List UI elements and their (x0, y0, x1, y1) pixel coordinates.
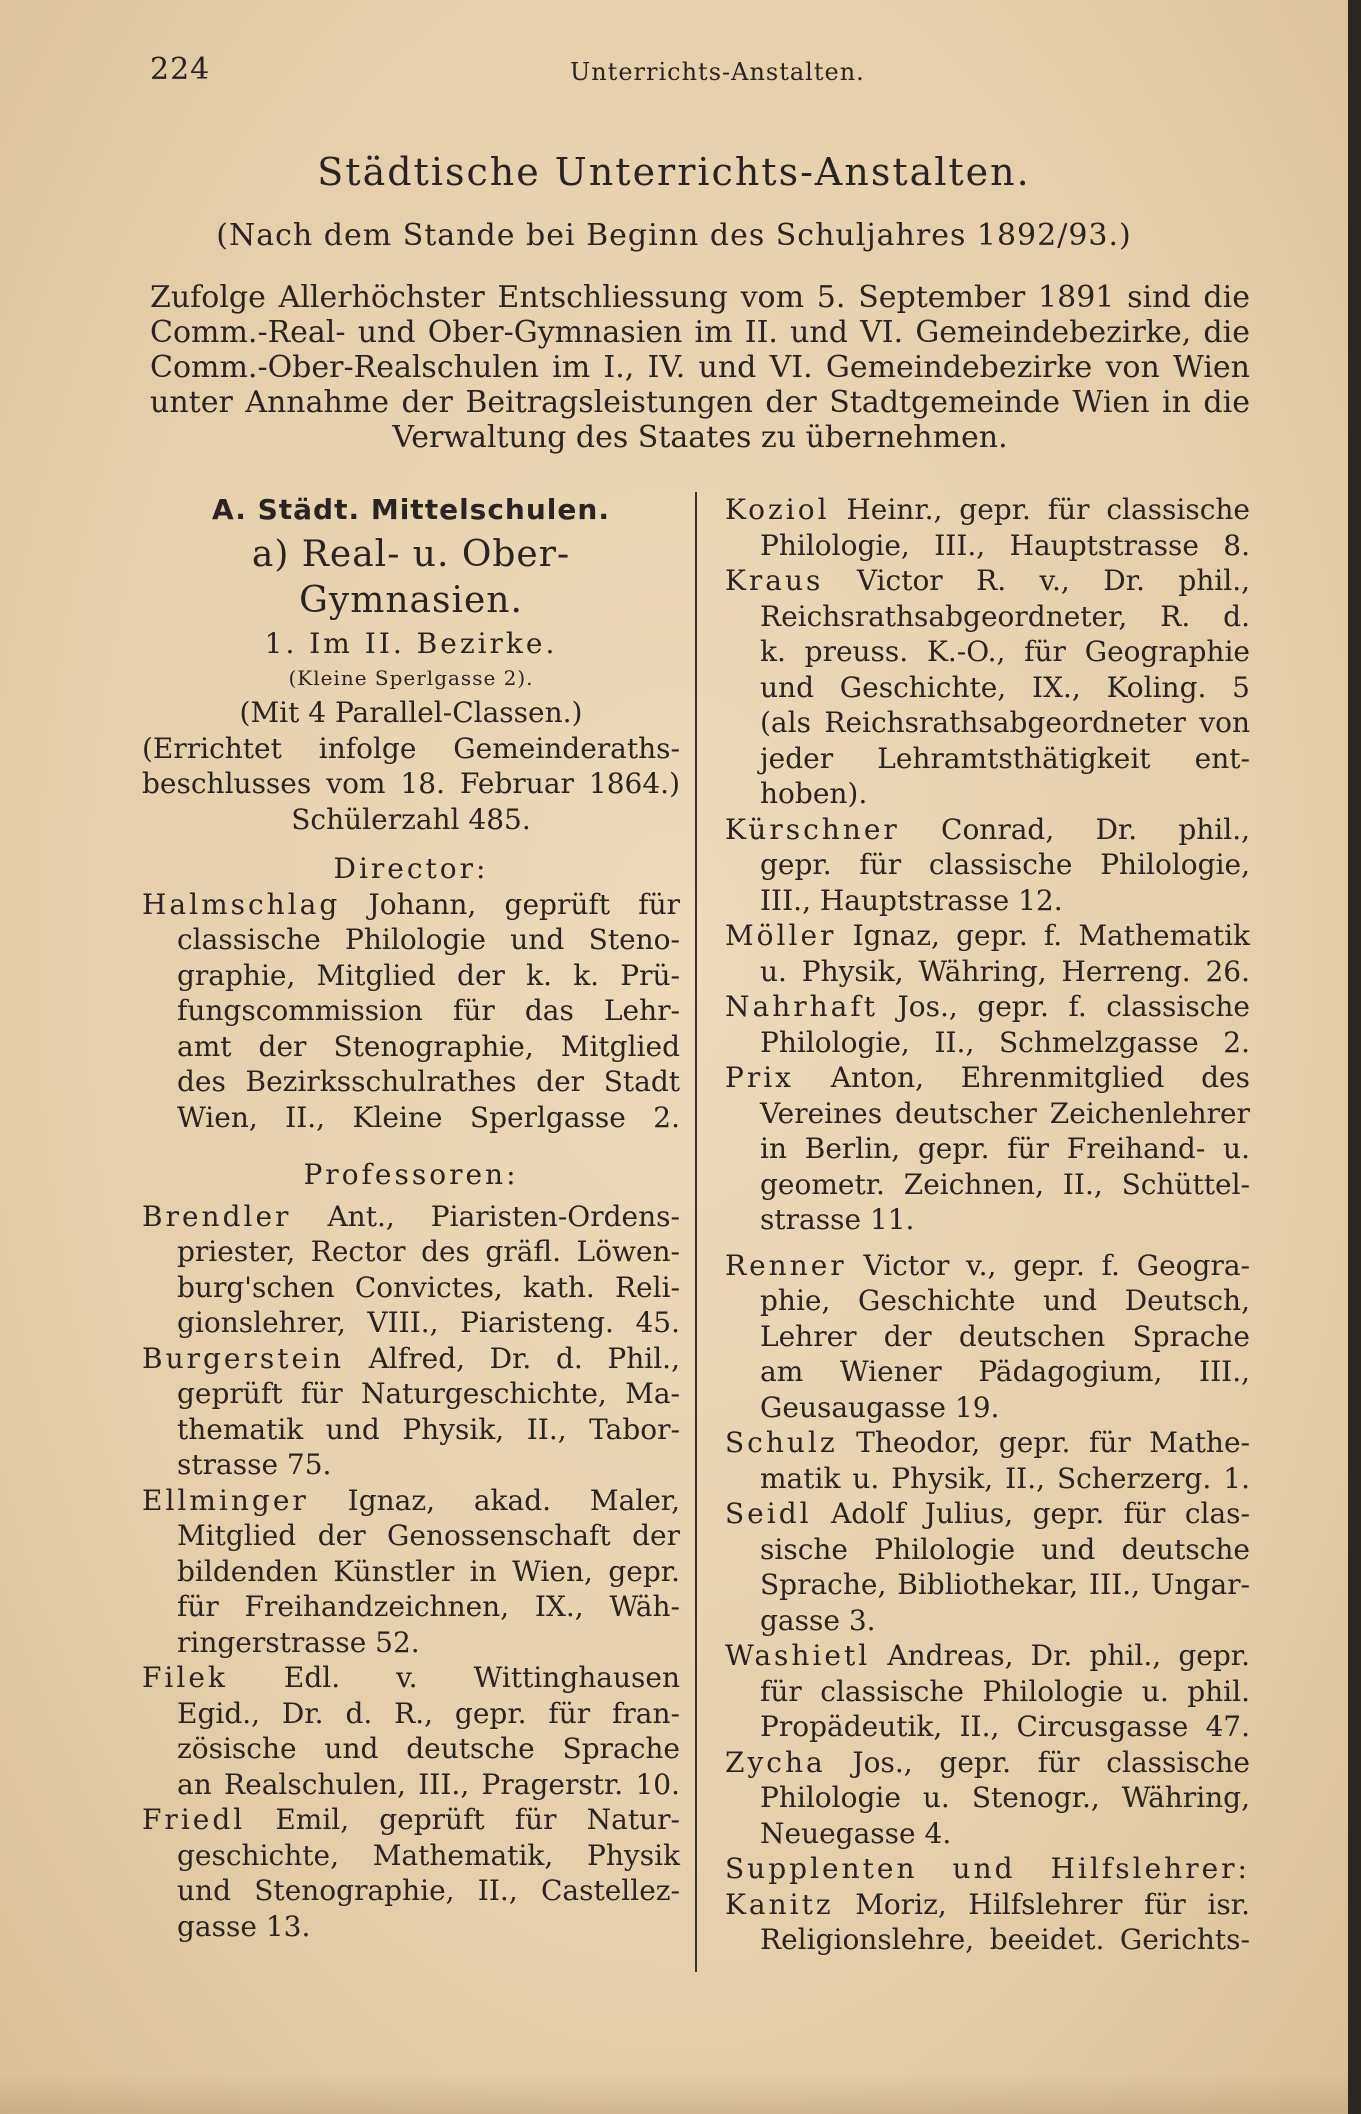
entry-name: Koziol (725, 493, 830, 526)
entry-line: Philologie, II., Schmelzgasse 2. (760, 1025, 1250, 1059)
entry-line: strasse 11. (760, 1203, 915, 1236)
entry-line: Religionslehre, beeidet. Gerichts- (760, 1923, 1250, 1956)
entry-line: zösische und deutsche Sprache (177, 1732, 680, 1765)
entry-line: am Wiener Pädagogium, III., (760, 1355, 1250, 1388)
professor-entry (725, 1248, 1250, 1426)
entry-line: Prix Anton, Ehrenmitglied des (725, 1061, 1250, 1094)
entry-name: Ellminger (142, 1483, 309, 1517)
entry-line: für Freihandzeichnen, IX., Wäh- (177, 1590, 680, 1623)
district-heading: 1. Im II. Bezirke. (264, 626, 558, 660)
entry-line: für classische Philologie u. phil. (760, 1674, 1250, 1708)
entry-name: Schulz (725, 1426, 838, 1459)
professor-entry (725, 1425, 1250, 1496)
intro-paragraph (150, 280, 1250, 455)
parallel-classes: (Mit 4 Parallel-Classen.) (239, 696, 583, 729)
left-column (142, 492, 680, 1944)
entry-line: gasse 3. (760, 1603, 876, 1637)
entry-line: Seidl Adolf Julius, gepr. für clas- (725, 1497, 1250, 1530)
entry-line: jeder Lehramtsthätigkeit ent- (760, 741, 1250, 775)
entry-name: Kraus (725, 564, 824, 597)
column-divider (695, 492, 697, 1972)
entry-line: Kraus Victor R. v., Dr. phil., (725, 564, 1250, 597)
entry-line: classische Philologie und Steno- (177, 923, 680, 956)
entry-line: strasse 75. (177, 1448, 332, 1481)
entry-line: (als Reichsrathsabgeordneter von (760, 706, 1250, 739)
entry-line: phie, Geschichte und Deutsch, (760, 1284, 1250, 1317)
entry-line: Koziol Heinr., gepr. für classische (725, 493, 1250, 526)
entry-line: Kürschner Conrad, Dr. phil., (725, 812, 1250, 846)
entry-line: und Stenographie, II., Castellez- (177, 1874, 680, 1907)
entry-line: in Berlin, gepr. für Freihand- u. (760, 1132, 1250, 1165)
entry-line: gionslehrer, VIII., Piaristeng. 45. (177, 1306, 680, 1339)
professor-entry (725, 1496, 1250, 1638)
entry-line: k. preuss. K.-O., für Geographie (760, 635, 1250, 668)
entry-line: III., Hauptstrasse 12. (760, 883, 1063, 917)
entry-line: Ellminger Ignaz, akad. Maler, (142, 1483, 680, 1517)
entry-line: geometr. Zeichnen, II., Schüttel- (760, 1167, 1250, 1201)
entry-name: Seidl (725, 1497, 812, 1530)
entry-line: Lehrer der deutschen Sprache (760, 1319, 1250, 1353)
professor-entry (725, 1638, 1250, 1745)
intro-line: Comm.-Ober-Realschulen im I., IV. und VI. Gemeindebezirke von Wien (150, 350, 1250, 385)
entry-line: Burgerstein Alfred, Dr. d. Phil., (142, 1341, 680, 1375)
professor-entry (142, 1341, 680, 1483)
entry-name: Kanitz (725, 1887, 834, 1921)
entry-line: Philologie u. Stenogr., Währing, (760, 1781, 1250, 1814)
address-note: (Kleine Sperlgasse 2). (288, 666, 534, 690)
entry-line: burg'schen Convictes, kath. Reli- (177, 1270, 680, 1304)
page-number: 224 (150, 52, 211, 87)
entry-line: Geusaugasse 19. (760, 1390, 1000, 1424)
right-column (725, 492, 1250, 1958)
supplementary-entry (725, 1887, 1250, 1958)
professors-label: Professoren: (303, 1158, 519, 1191)
running-header (150, 52, 1250, 102)
entry-name: Nahrhaft (725, 990, 878, 1023)
intro-line: Comm.-Real- und Ober-Gymnasien im II. und VI. Gemeindebezirke, die (150, 315, 1250, 350)
entry-line: Neuegasse 4. (760, 1816, 952, 1850)
student-count: Schülerzahl 485. (291, 802, 531, 836)
entry-line: thematik und Physik, II., Tabor- (177, 1412, 680, 1446)
entry-line: priester, Rector des gräfl. Löwen- (177, 1235, 680, 1268)
professor-entry (725, 989, 1250, 1060)
entry-line: Möller Ignaz, gepr. f. Mathematik (725, 919, 1250, 952)
professor-entry (142, 1483, 680, 1661)
entry-line: Kanitz Moriz, Hilfslehrer für isr. (725, 1887, 1250, 1921)
page-subtitle: (Nach dem Stande bei Beginn des Schuljahres 1892/93.) (216, 218, 1132, 253)
entry-line: amt der Stenographie, Mitglied (177, 1029, 680, 1063)
director-label: Director: (333, 852, 489, 885)
professor-entry (725, 812, 1250, 919)
page-title: Städtische Unterrichts-Anstalten. (317, 150, 1031, 194)
entry-line: u. Physik, Währing, Herreng. 26. (760, 954, 1250, 988)
professor-entry (725, 492, 1250, 563)
established-line: beschlusses vom 18. Februar 1864.) (142, 767, 680, 800)
entry-line: Washietl Andreas, Dr. phil., gepr. (725, 1639, 1250, 1672)
entry-line: Wien, II., Kleine Sperlgasse 2. (177, 1100, 680, 1134)
entry-line: des Bezirksschulrathes der Stadt (177, 1065, 680, 1098)
entry-line: geschichte, Mathematik, Physik (177, 1838, 680, 1872)
entry-line: Filek Edl. v. Wittinghausen (142, 1661, 680, 1694)
entry-line: an Realschulen, III., Pragerstr. 10. (177, 1767, 680, 1801)
entry-line: Sprache, Bibliothekar, III., Ungar- (760, 1568, 1250, 1601)
entry-line: Renner Victor v., gepr. f. Geogra- (725, 1248, 1250, 1282)
entry-line: Schulz Theodor, gepr. für Mathe- (725, 1426, 1250, 1459)
professor-entry (725, 918, 1250, 989)
entry-line: Egid., Dr. d. R., gepr. für fran- (177, 1696, 680, 1730)
entry-name: Zycha (725, 1745, 826, 1779)
entry-line: geprüft für Naturgeschichte, Ma- (177, 1377, 680, 1410)
professor-entry (142, 1199, 680, 1341)
entry-line: ringerstrasse 52. (177, 1625, 420, 1659)
entry-line: Friedl Emil, geprüft für Natur- (142, 1803, 680, 1836)
entry-name: Brendler (142, 1199, 292, 1233)
entry-name: Kürschner (725, 812, 900, 846)
entry-line: Philologie, III., Hauptstrasse 8. (760, 528, 1250, 562)
professor-entry (725, 563, 1250, 812)
entry-line: matik u. Physik, II., Scherzerg. 1. (760, 1461, 1250, 1495)
entry-line: Vereines deutscher Zeichenlehrer (760, 1096, 1250, 1130)
entry-line: Reichsrathsabgeordneter, R. d. (760, 599, 1250, 633)
subsection-heading: a) Real- u. Ober-Gymnasien. (251, 533, 571, 621)
entry-line: Halmschlag Johann, geprüft für (142, 887, 680, 921)
entry-line: und Geschichte, IX., Koling. 5 (760, 670, 1250, 704)
entry-name: Prix (725, 1061, 794, 1094)
entry-line: graphie, Mitglied der k. k. Prü- (177, 958, 680, 992)
entry-name: Möller (725, 919, 837, 952)
established-note (142, 731, 680, 802)
intro-line: Zufolge Allerhöchster Entschliessung vom 5. September 1891 sind die (150, 280, 1250, 315)
entry-line: Nahrhaft Jos., gepr. f. classische (725, 990, 1250, 1023)
supplementary-label: Supplenten und Hilfslehrer: (725, 1852, 1250, 1885)
entry-line: Mitglied der Genossenschaft der (177, 1519, 680, 1552)
entry-name: Washietl (725, 1639, 871, 1672)
professor-entry (725, 1060, 1250, 1238)
entry-line: Brendler Ant., Piaristen-Ordens- (142, 1199, 680, 1233)
entry-line: Zycha Jos., gepr. für classische (725, 1745, 1250, 1779)
entry-name: Renner (725, 1248, 847, 1282)
entry-line: bildenden Künstler in Wien, gepr. (177, 1554, 680, 1588)
entry-name: Friedl (142, 1803, 246, 1836)
intro-line: Verwaltung des Staates zu übernehmen. (392, 420, 1008, 455)
entry-line: sische Philologie und deutsche (760, 1532, 1250, 1566)
intro-line: unter Annahme der Beitragsleistungen der Stadtgemeinde Wien in die (150, 385, 1250, 420)
professor-entry (142, 1660, 680, 1802)
section-heading: A. Städt. Mittelschulen. (212, 493, 610, 526)
professor-entry (725, 1745, 1250, 1852)
entry-name: Filek (142, 1661, 228, 1694)
entry-name: Halmschlag (142, 887, 341, 921)
entry-line: gepr. für classische Philologie, (760, 848, 1250, 881)
director-entry (142, 887, 680, 1136)
entry-line: hoben). (760, 777, 868, 810)
entry-line: gasse 13. (177, 1909, 311, 1943)
entry-line: fungscommission für das Lehr- (177, 994, 680, 1027)
established-line: (Errichtet infolge Gemeinderaths- (142, 731, 680, 765)
entry-name: Burgerstein (142, 1341, 345, 1375)
entry-line: Propädeutik, II., Circusgasse 47. (760, 1710, 1250, 1743)
professor-entry (142, 1802, 680, 1944)
running-title: Unterrichts-Anstalten. (570, 58, 865, 86)
